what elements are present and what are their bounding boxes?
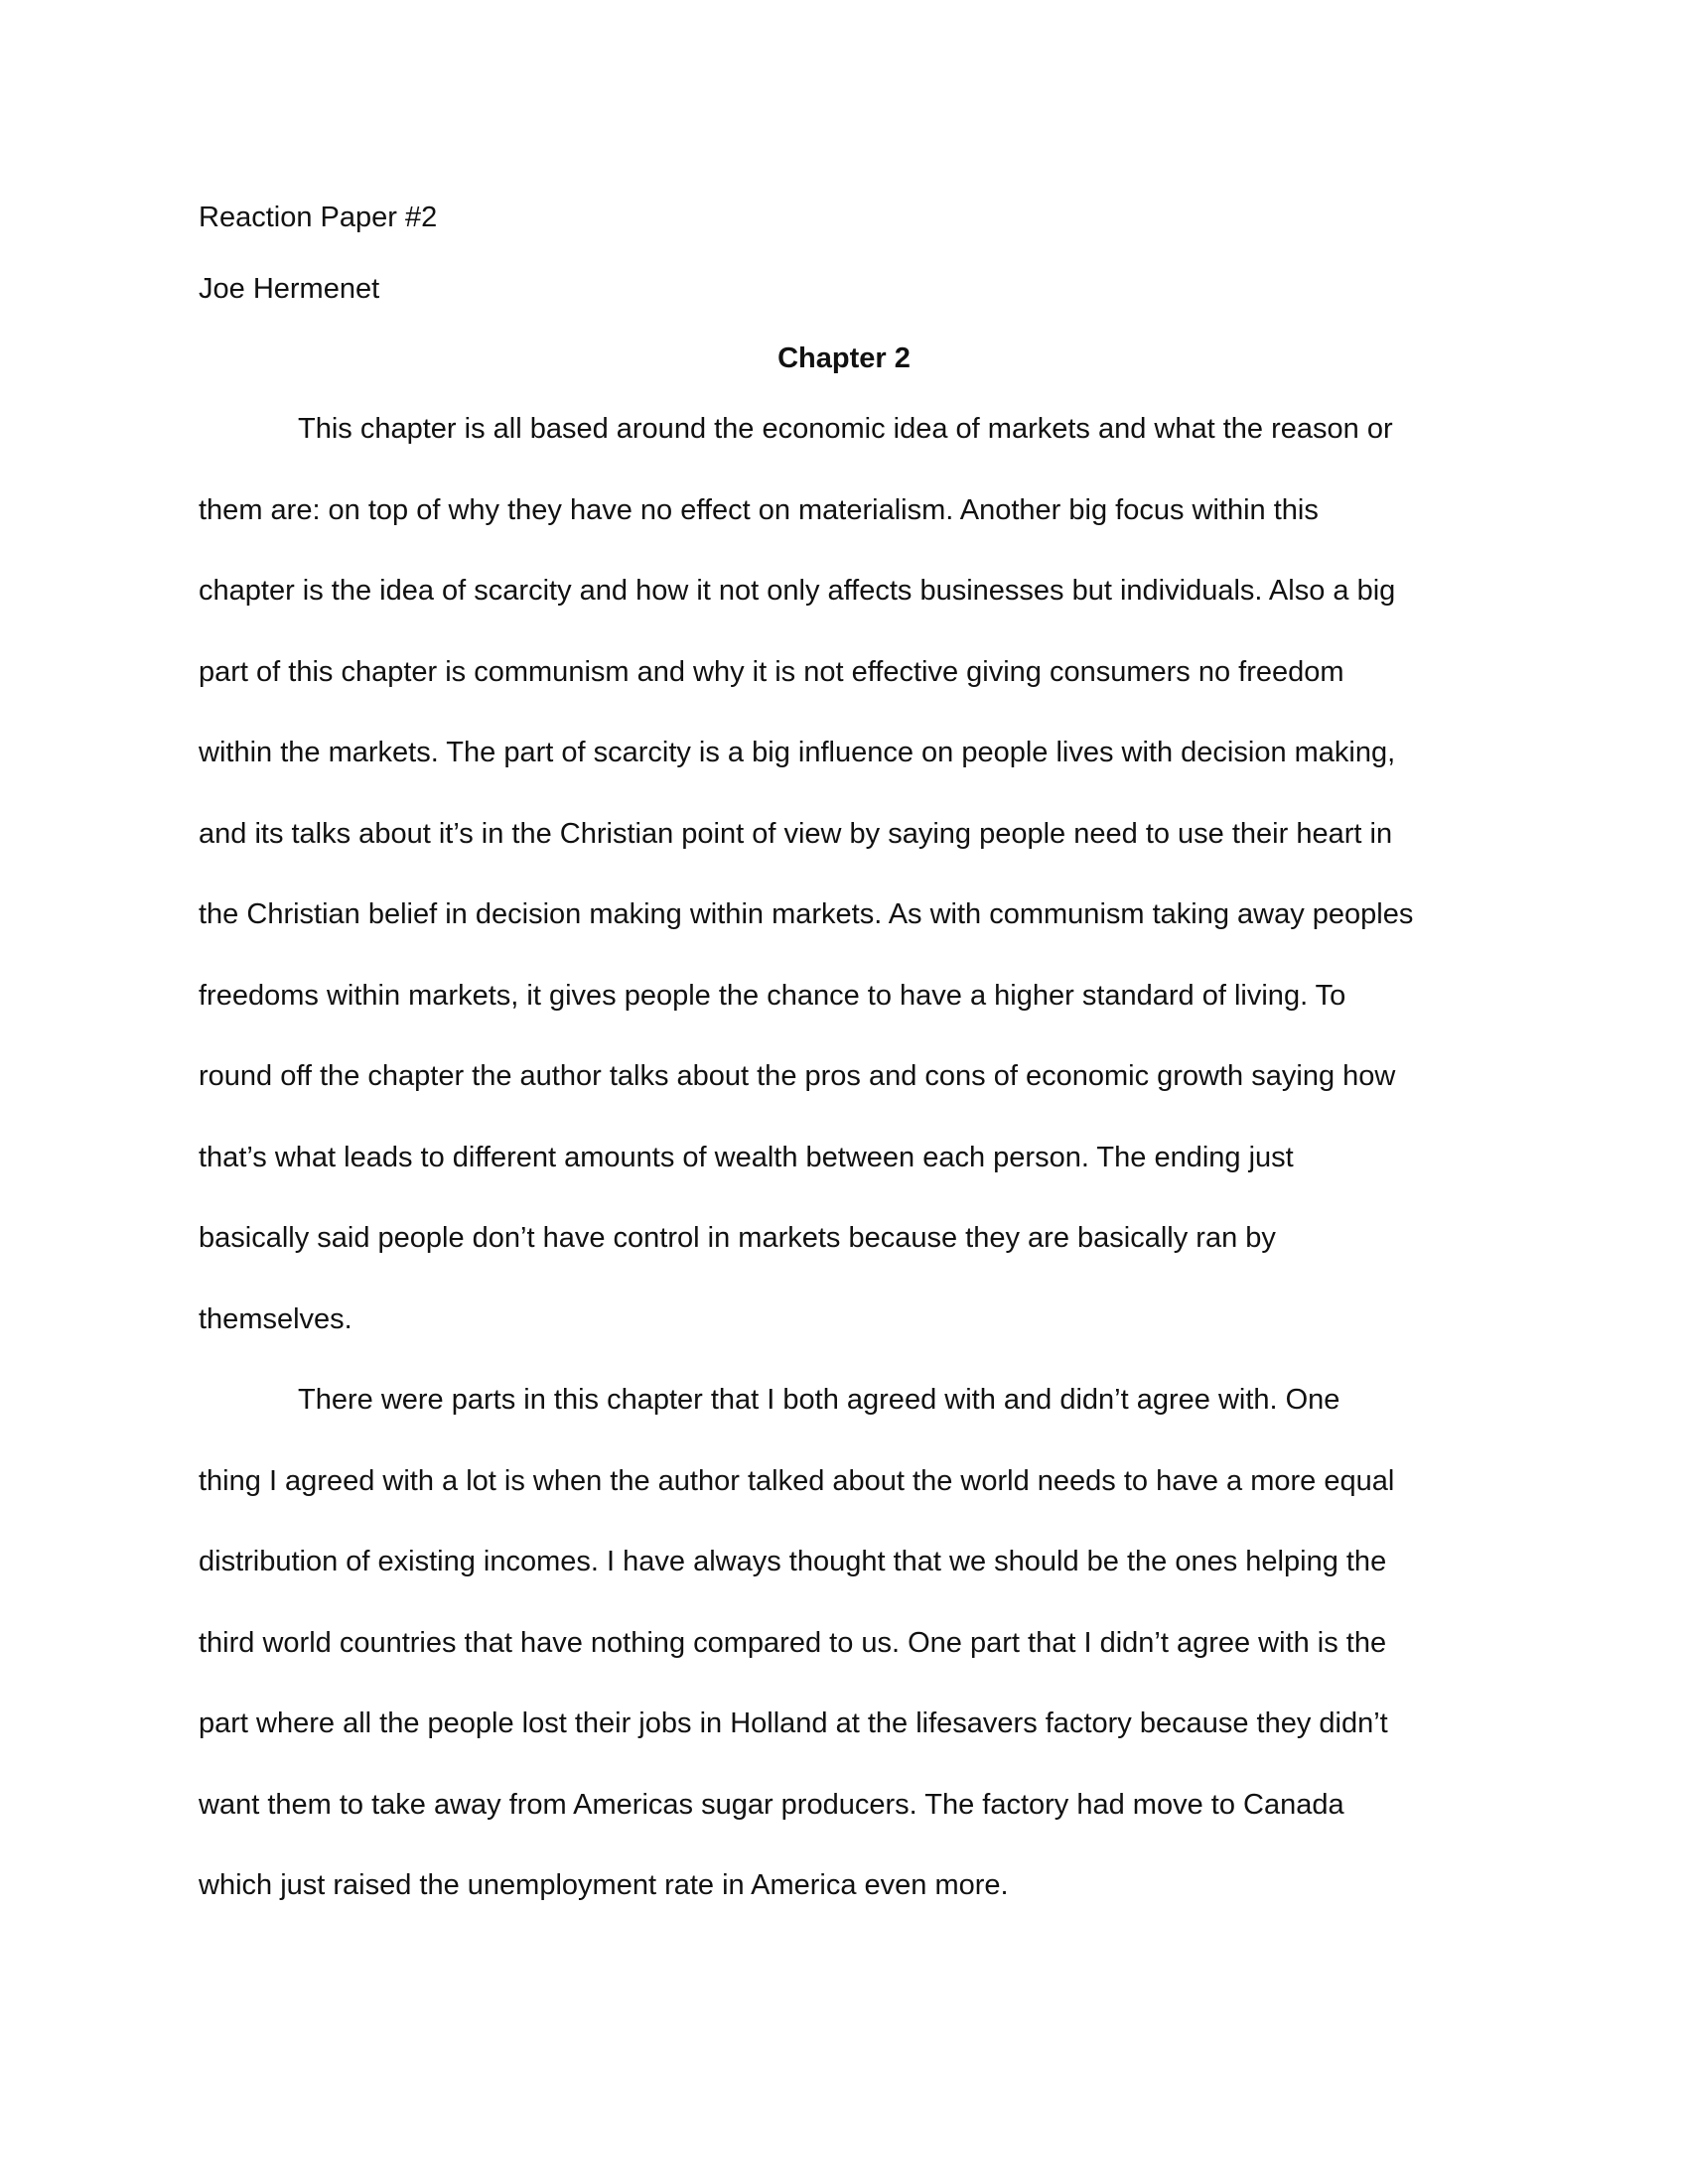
paragraph-1-line: within the markets. The part of scarcity is a big influence on people lives with decision making, <box>199 737 1396 768</box>
paragraph-1-line: part of this chapter is communism and why it is not effective giving consumers no freedom <box>199 656 1344 688</box>
paragraph-1-line: them are: on top of why they have no effect on materialism. Another big focus within this <box>199 494 1319 526</box>
paragraph-1-line: themselves. <box>199 1303 352 1335</box>
paragraph-2-line: third world countries that have nothing compared to us. One part that I didn’t agree with is the <box>199 1627 1387 1659</box>
paragraph-2-line: thing I agreed with a lot is when the author talked about the world needs to have a more equal <box>199 1465 1395 1497</box>
author-name: Joe Hermenet <box>199 273 380 305</box>
paragraph-2-line: want them to take away from Americas sugar producers. The factory had move to Canada <box>199 1789 1344 1821</box>
paragraph-1-line: the Christian belief in decision making within markets. As with communism taking away peoples <box>199 898 1414 930</box>
paragraph-2-line: part where all the people lost their jobs in Holland at the lifesavers factory because they didn’t <box>199 1707 1388 1739</box>
paragraph-1-line: This chapter is all based around the economic idea of markets and what the reason or <box>298 413 1393 445</box>
assignment-label: Reaction Paper #2 <box>199 202 438 233</box>
paragraph-1-line: round off the chapter the author talks about the pros and cons of economic growth saying how <box>199 1060 1396 1092</box>
paragraph-1-line: chapter is the idea of scarcity and how it not only affects businesses but individuals. Also a big <box>199 575 1396 607</box>
paragraph-1-line: and its talks about it’s in the Christian point of view by saying people need to use their heart in <box>199 818 1393 850</box>
paragraph-1-line: that’s what leads to different amounts of wealth between each person. The ending just <box>199 1142 1294 1173</box>
paragraph-2-line: There were parts in this chapter that I both agreed with and didn’t agree with. One <box>298 1384 1340 1416</box>
paragraph-2-line: distribution of existing incomes. I have always thought that we should be the ones helping the <box>199 1546 1387 1577</box>
paragraph-2-line: which just raised the unemployment rate in America even more. <box>199 1869 1009 1901</box>
paragraph-1-line: basically said people don’t have control in markets because they are basically ran by <box>199 1222 1276 1254</box>
paragraph-1-line: freedoms within markets, it gives people the chance to have a higher standard of living. To <box>199 980 1346 1012</box>
chapter-title: Chapter 2 <box>777 342 911 374</box>
